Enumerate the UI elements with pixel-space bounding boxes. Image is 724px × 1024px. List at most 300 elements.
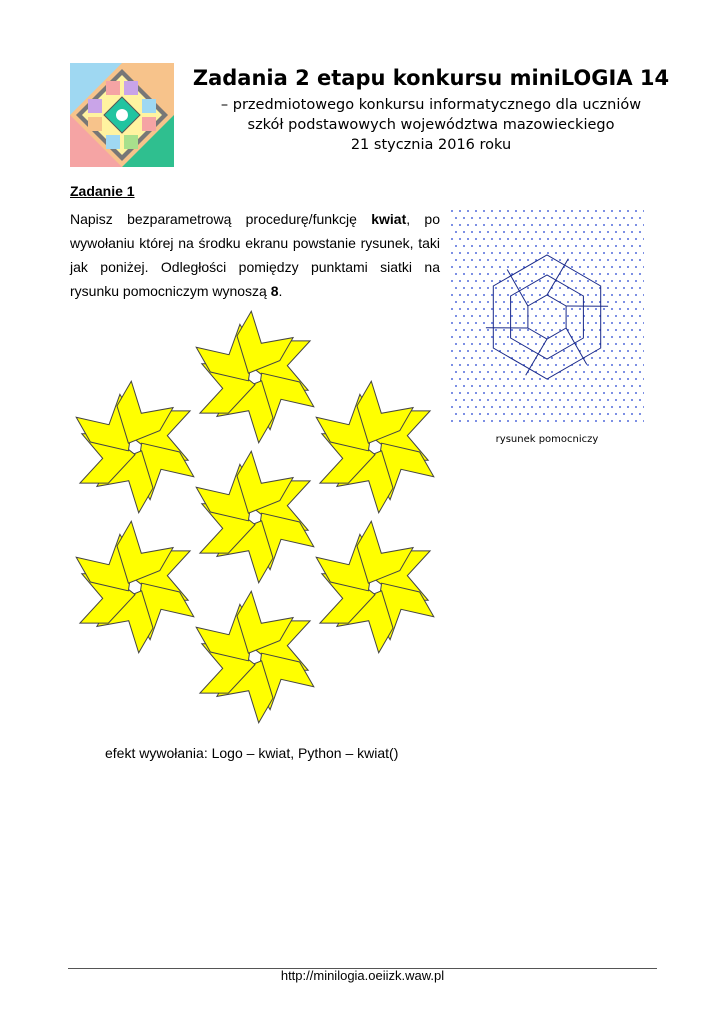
- task-title: Zadanie 1: [70, 183, 135, 199]
- grid-dot: [611, 350, 613, 352]
- grid-dot: [471, 245, 473, 247]
- grid-dot: [491, 252, 493, 254]
- grid-dot: [559, 231, 561, 233]
- grid-dot: [459, 308, 461, 310]
- grid-dot: [583, 259, 585, 261]
- grid-dot: [643, 364, 644, 366]
- grid-dot: [499, 252, 501, 254]
- grid-dot: [631, 245, 633, 247]
- grid-dot: [507, 322, 509, 324]
- grid-dot: [479, 357, 481, 359]
- grid-dot: [619, 266, 621, 268]
- grid-dot: [631, 371, 633, 373]
- grid-dot: [579, 336, 581, 338]
- grid-dot: [547, 308, 549, 310]
- grid-dot: [595, 378, 597, 380]
- grid-dot: [455, 385, 457, 387]
- grid-dot: [479, 217, 481, 219]
- grid-dot: [583, 385, 585, 387]
- grid-dot: [603, 238, 605, 240]
- helper-caption: rysunek pomocniczy: [495, 434, 599, 445]
- grid-dot: [515, 322, 517, 324]
- grid-dot: [615, 231, 617, 233]
- grid-dot: [595, 238, 597, 240]
- grid-dot: [611, 378, 613, 380]
- grid-dot: [507, 364, 509, 366]
- grid-dot: [587, 420, 589, 422]
- grid-dot: [635, 364, 637, 366]
- grid-dot: [539, 224, 541, 226]
- grid-dot: [483, 322, 485, 324]
- grid-dot: [535, 385, 537, 387]
- grid-dot: [643, 336, 644, 338]
- grid-dot: [639, 371, 641, 373]
- grid-dot: [535, 315, 537, 317]
- grid-dot: [639, 287, 641, 289]
- grid-dot: [531, 392, 533, 394]
- grid-dot: [607, 343, 609, 345]
- grid-dot: [471, 399, 473, 401]
- grid-dot: [499, 308, 501, 310]
- grid-dot: [603, 392, 605, 394]
- grid-dot: [495, 287, 497, 289]
- grid-dot: [531, 210, 533, 212]
- grid-dot: [555, 238, 557, 240]
- grid-dot: [631, 301, 633, 303]
- grid-dot: [583, 245, 585, 247]
- grid-dot: [475, 210, 477, 212]
- grid-dot: [591, 357, 593, 359]
- grid-dot: [555, 210, 557, 212]
- grid-dot: [595, 406, 597, 408]
- grid-dot: [515, 406, 517, 408]
- grid-dot: [523, 350, 525, 352]
- grid-dot: [631, 217, 633, 219]
- grid-dot: [599, 259, 601, 261]
- grid-dot: [615, 357, 617, 359]
- grid-dot: [583, 399, 585, 401]
- grid-dot: [459, 238, 461, 240]
- grid-dot: [555, 266, 557, 268]
- grid-dot: [471, 273, 473, 275]
- grid-dot: [459, 364, 461, 366]
- grid-dot: [595, 252, 597, 254]
- grid-dot: [459, 392, 461, 394]
- grid-dot: [519, 259, 521, 261]
- grid-dot: [507, 252, 509, 254]
- grid-dot: [575, 329, 577, 331]
- grid-dot: [555, 308, 557, 310]
- minilogia-logo: [70, 63, 174, 167]
- grid-dot: [615, 385, 617, 387]
- grid-hex-outline: [511, 275, 584, 359]
- grid-dot: [547, 364, 549, 366]
- grid-dot: [487, 245, 489, 247]
- grid-dot: [491, 294, 493, 296]
- grid-dot: [487, 217, 489, 219]
- grid-dot: [483, 224, 485, 226]
- grid-dot: [483, 378, 485, 380]
- grid-dot: [563, 378, 565, 380]
- grid-dot: [643, 350, 644, 352]
- grid-dot: [619, 378, 621, 380]
- grid-dot: [523, 308, 525, 310]
- grid-dot: [451, 336, 453, 338]
- grid-dot: [483, 266, 485, 268]
- grid-dot: [483, 280, 485, 282]
- grid-dot: [483, 294, 485, 296]
- grid-dot: [559, 385, 561, 387]
- grid-dot: [635, 252, 637, 254]
- grid-dot: [523, 294, 525, 296]
- grid-dot: [603, 308, 605, 310]
- grid-dot: [595, 392, 597, 394]
- grid-dot: [507, 420, 509, 422]
- grid-dot: [495, 371, 497, 373]
- grid-dot: [467, 406, 469, 408]
- grid-dot: [479, 231, 481, 233]
- grid-dot: [575, 315, 577, 317]
- grid-dot: [503, 259, 505, 261]
- grid-dot: [615, 329, 617, 331]
- grid-dot: [571, 266, 573, 268]
- grid-dot: [623, 231, 625, 233]
- grid-dot: [515, 308, 517, 310]
- grid-dot: [495, 273, 497, 275]
- grid-dot: [495, 231, 497, 233]
- grid-dot: [563, 224, 565, 226]
- grid-dot: [491, 322, 493, 324]
- grid-dot: [619, 224, 621, 226]
- grid-dot: [527, 399, 529, 401]
- grid-dot: [455, 245, 457, 247]
- grid-dot: [603, 420, 605, 422]
- grid-dot: [595, 364, 597, 366]
- grid-dot: [515, 350, 517, 352]
- grid-dot: [519, 217, 521, 219]
- grid-dot: [567, 231, 569, 233]
- grid-dot: [467, 252, 469, 254]
- task-text-part-1: Napisz bezparametrową procedurę/funkcję: [70, 211, 372, 227]
- grid-dot: [531, 378, 533, 380]
- grid-dot: [463, 385, 465, 387]
- grid-dot: [523, 322, 525, 324]
- grid-dot: [627, 350, 629, 352]
- grid-dot: [543, 287, 545, 289]
- grid-dot: [543, 231, 545, 233]
- grid-dot: [475, 378, 477, 380]
- grid-dot: [583, 273, 585, 275]
- grid-dot: [503, 385, 505, 387]
- grid-dot: [459, 210, 461, 212]
- grid-dot: [555, 224, 557, 226]
- grid-dot: [491, 224, 493, 226]
- grid-dot: [595, 266, 597, 268]
- grid-dot: [635, 308, 637, 310]
- grid-dot: [607, 301, 609, 303]
- grid-dot: [475, 336, 477, 338]
- grid-dot: [515, 238, 517, 240]
- grid-dot: [619, 364, 621, 366]
- grid-dot: [643, 252, 644, 254]
- grid-dot: [503, 315, 505, 317]
- grid-dot: [571, 406, 573, 408]
- grid-dot: [531, 336, 533, 338]
- grid-dot: [575, 413, 577, 415]
- grid-dot: [639, 245, 641, 247]
- grid-dot: [463, 217, 465, 219]
- grid-dot: [503, 217, 505, 219]
- grid-dot: [603, 280, 605, 282]
- grid-dot: [519, 245, 521, 247]
- grid-dot: [491, 392, 493, 394]
- grid-dot: [591, 231, 593, 233]
- task-distance: 8: [270, 283, 279, 299]
- grid-dot: [579, 252, 581, 254]
- grid-dot: [451, 252, 453, 254]
- grid-dot: [503, 343, 505, 345]
- grid-dot: [643, 420, 644, 422]
- grid-dot: [531, 266, 533, 268]
- grid-dot: [623, 343, 625, 345]
- grid-dot: [531, 308, 533, 310]
- grid-dot: [515, 364, 517, 366]
- grid-dot: [631, 329, 633, 331]
- grid-dot: [611, 392, 613, 394]
- grid-dot: [511, 315, 513, 317]
- grid-dot: [507, 406, 509, 408]
- grid-dot: [491, 210, 493, 212]
- grid-dot: [583, 217, 585, 219]
- grid-dot: [467, 224, 469, 226]
- grid-dot: [555, 252, 557, 254]
- grid-dot: [643, 294, 644, 296]
- grid-dot: [623, 273, 625, 275]
- grid-dot: [451, 210, 453, 212]
- grid-dot: [599, 385, 601, 387]
- grid-dot: [631, 343, 633, 345]
- grid-dot: [499, 378, 501, 380]
- grid-dot: [463, 357, 465, 359]
- grid-dot: [535, 217, 537, 219]
- grid-dot: [491, 420, 493, 422]
- grid-dot: [543, 301, 545, 303]
- grid-dot: [463, 301, 465, 303]
- grid-dot: [531, 294, 533, 296]
- grid-dot: [555, 392, 557, 394]
- grid-dot: [451, 420, 453, 422]
- grid-dot: [511, 413, 513, 415]
- grid-dot: [479, 329, 481, 331]
- grid-dot: [551, 273, 553, 275]
- grid-dot: [639, 231, 641, 233]
- grid-dot: [571, 392, 573, 394]
- grid-dot: [635, 210, 637, 212]
- grid-dot: [619, 252, 621, 254]
- grid-dot: [495, 301, 497, 303]
- grid-dot: [583, 287, 585, 289]
- grid-dot: [619, 308, 621, 310]
- grid-dot: [467, 238, 469, 240]
- grid-dot: [467, 392, 469, 394]
- grid-dot: [619, 238, 621, 240]
- grid-dot: [571, 378, 573, 380]
- grid-dot: [595, 308, 597, 310]
- grid-dot: [527, 357, 529, 359]
- grid-dot: [627, 266, 629, 268]
- grid-dot: [551, 315, 553, 317]
- grid-dot: [615, 399, 617, 401]
- grid-dot: [575, 287, 577, 289]
- grid-dot: [599, 245, 601, 247]
- grid-dot: [583, 371, 585, 373]
- grid-dot: [567, 315, 569, 317]
- grid-dot: [475, 224, 477, 226]
- grid-dot: [459, 420, 461, 422]
- grid-dot: [539, 364, 541, 366]
- grid-dot: [499, 406, 501, 408]
- grid-dot: [627, 294, 629, 296]
- grid-dot: [539, 336, 541, 338]
- grid-dot: [511, 385, 513, 387]
- grid-dot: [563, 238, 565, 240]
- grid-dot: [487, 343, 489, 345]
- grid-dot: [587, 252, 589, 254]
- grid-dot: [467, 350, 469, 352]
- grid-dot: [471, 343, 473, 345]
- grid-dot: [475, 294, 477, 296]
- grid-dot: [463, 287, 465, 289]
- grid-dot: [515, 294, 517, 296]
- grid-dot: [595, 210, 597, 212]
- grid-dot: [511, 217, 513, 219]
- grid-dot: [455, 399, 457, 401]
- grid-dot: [451, 350, 453, 352]
- grid-dot: [451, 322, 453, 324]
- grid-dot: [587, 280, 589, 282]
- grid-dot: [635, 392, 637, 394]
- grid-dot: [559, 287, 561, 289]
- grid-dot: [639, 385, 641, 387]
- grid-dot: [495, 329, 497, 331]
- grid-dot: [531, 322, 533, 324]
- grid-dot: [587, 224, 589, 226]
- grid-dot: [635, 350, 637, 352]
- grid-dot: [543, 315, 545, 317]
- grid-dot: [507, 266, 509, 268]
- grid-dot: [603, 322, 605, 324]
- grid-dot: [607, 413, 609, 415]
- grid-dot: [639, 413, 641, 415]
- grid-dot: [499, 322, 501, 324]
- grid-dot: [527, 385, 529, 387]
- grid-dot: [567, 217, 569, 219]
- grid-dot: [555, 336, 557, 338]
- grid-dot: [611, 336, 613, 338]
- grid-dot: [603, 252, 605, 254]
- grid-dot: [507, 350, 509, 352]
- grid-dot: [547, 392, 549, 394]
- grid-dot: [599, 273, 601, 275]
- grid-dot: [479, 315, 481, 317]
- grid-dot: [523, 420, 525, 422]
- grid-dot: [511, 287, 513, 289]
- grid-dot: [571, 252, 573, 254]
- grid-dot: [463, 273, 465, 275]
- grid-dot: [467, 266, 469, 268]
- grid-dot: [603, 364, 605, 366]
- grid-dot: [603, 266, 605, 268]
- grid-dot: [479, 259, 481, 261]
- grid-dot: [479, 287, 481, 289]
- grid-dot: [619, 420, 621, 422]
- grid-dot: [487, 357, 489, 359]
- grid-dot: [523, 336, 525, 338]
- grid-dot: [495, 259, 497, 261]
- grid-dot: [623, 301, 625, 303]
- grid-dot: [459, 350, 461, 352]
- grid-dot: [595, 224, 597, 226]
- grid-dot: [459, 252, 461, 254]
- grid-dot: [475, 308, 477, 310]
- grid-dot: [479, 413, 481, 415]
- task-keyword: kwiat: [371, 211, 407, 227]
- grid-dot: [491, 378, 493, 380]
- grid-dot: [635, 266, 637, 268]
- grid-dot: [563, 336, 565, 338]
- grid-dot: [631, 259, 633, 261]
- grid-dot: [607, 329, 609, 331]
- grid-dot: [643, 308, 644, 310]
- grid-dot: [471, 217, 473, 219]
- grid-dot: [455, 413, 457, 415]
- grid-dot: [503, 371, 505, 373]
- grid-dot: [487, 315, 489, 317]
- grid-dot: [471, 357, 473, 359]
- grid-dot: [571, 308, 573, 310]
- grid-dot: [643, 238, 644, 240]
- grid-dot: [539, 280, 541, 282]
- grid-dot: [515, 336, 517, 338]
- grid-dot: [479, 399, 481, 401]
- grid-dot: [451, 294, 453, 296]
- grid-dot: [591, 399, 593, 401]
- subtitle-line-2: szkół podstawowych województwa mazowieckiego: [247, 117, 615, 133]
- grid-dot: [551, 343, 553, 345]
- grid-dot: [543, 245, 545, 247]
- grid-dot: [467, 364, 469, 366]
- grid-dot: [611, 224, 613, 226]
- task-text-part-2: , po wywołaniu której na środku ekranu powstanie rysunek, taki jak poniżej. Odległości pomiędzy punktami siatki na rysunku pomocniczym wynoszą: [70, 211, 440, 299]
- grid-dot: [567, 399, 569, 401]
- flower-figure: [60, 305, 450, 735]
- grid-dot: [479, 245, 481, 247]
- grid-dot: [451, 280, 453, 282]
- grid-dot: [475, 280, 477, 282]
- grid-dot: [471, 231, 473, 233]
- grid-dot: [475, 392, 477, 394]
- grid-dot: [567, 371, 569, 373]
- grid-dot: [551, 385, 553, 387]
- grid-dot: [591, 343, 593, 345]
- grid-dot: [623, 315, 625, 317]
- grid-dot: [475, 420, 477, 422]
- grid-dot: [595, 420, 597, 422]
- grid-dot: [543, 273, 545, 275]
- grid-dot: [515, 392, 517, 394]
- grid-dot: [467, 308, 469, 310]
- grid-dot: [555, 294, 557, 296]
